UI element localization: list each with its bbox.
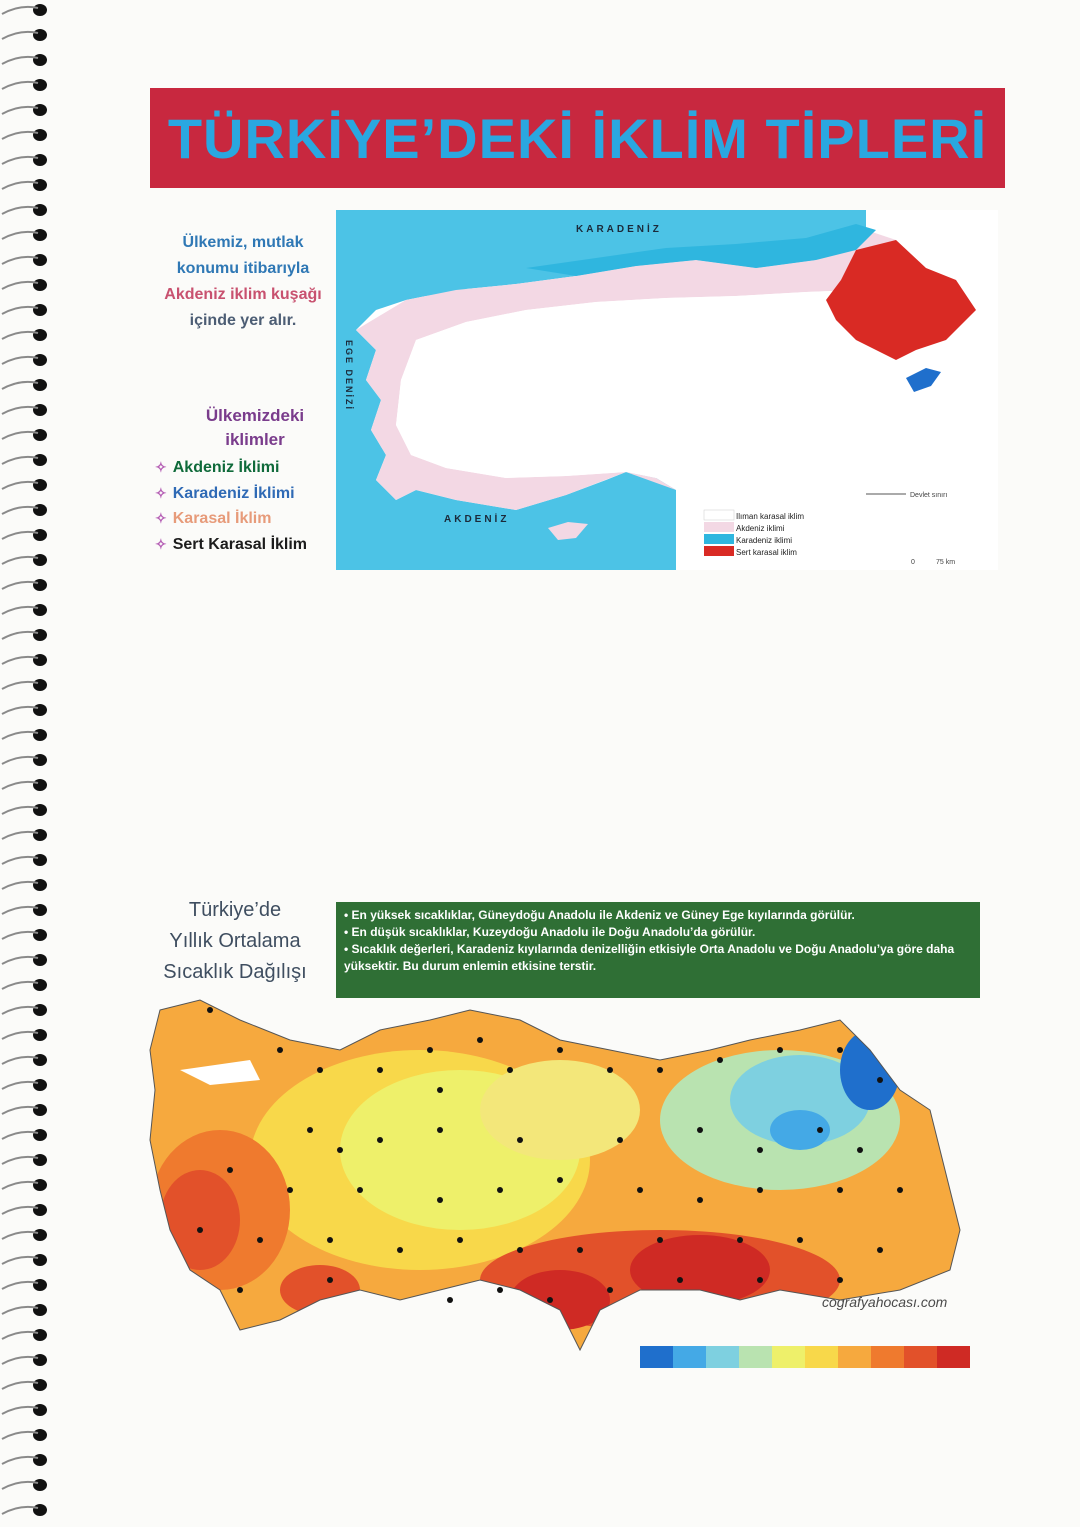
binding-wire [2,432,38,439]
binding-wire [2,1407,38,1414]
legend-label-3: Karadeniz iklimi [736,536,793,545]
city-dot [337,1147,343,1153]
binding-wire [2,1207,38,1214]
binding-wire [2,407,38,414]
city-dot [257,1237,263,1243]
binding-hole [33,1079,47,1091]
binding-wire [2,107,38,114]
binding-wire [2,807,38,814]
city-dot [797,1237,803,1243]
city-dot [547,1297,553,1303]
binding-wire [2,1057,38,1064]
temperature-title-line-1: Türkiye’de [188,899,282,921]
legend-swatch-2 [704,522,734,532]
binding-wire [2,707,38,714]
binding-hole [33,1154,47,1166]
binding-hole [33,404,47,416]
city-dot [437,1087,443,1093]
binding-hole [33,979,47,991]
city-dot [737,1237,743,1243]
binding-wire [2,1032,38,1039]
binding-wire [2,182,38,189]
climate-item-label: Akdeniz İklimi [172,459,280,476]
binding-hole [33,1429,47,1441]
city-dot [877,1247,883,1253]
climate-item [155,455,307,481]
climate-item [155,506,307,532]
binding-hole [33,604,47,616]
binding-wire [2,57,38,64]
binding-hole [33,329,47,341]
binding-hole [33,954,47,966]
diamond-bullet-icon: ✧ [155,484,167,501]
legend-swatch [673,1346,706,1368]
binding-hole [33,1204,47,1216]
legend-swatches [640,1346,970,1368]
binding-hole [33,854,47,866]
city-dot [277,1047,283,1053]
binding-hole [33,1454,47,1466]
binding-hole [33,429,47,441]
city-dot [207,1007,213,1013]
binding-wire [2,682,38,689]
legend-swatch-4 [704,546,734,556]
legend-swatch [739,1346,772,1368]
binding-hole [33,579,47,591]
hot-spot [160,1170,240,1270]
climate-item-label: Karasal İklim [172,510,272,527]
binding-hole [33,254,47,266]
binding-wire [2,532,38,539]
city-dot [497,1187,503,1193]
binding-hole [33,279,47,291]
climate-item [155,532,307,558]
city-dot [197,1227,203,1233]
mediterranean-sea-label: AKDENİZ [444,514,510,525]
binding-hole [33,54,47,66]
binding-wire [2,1332,38,1339]
city-dot [777,1047,783,1053]
climates-heading [160,404,350,452]
binding-hole [33,129,47,141]
binding-wire [2,307,38,314]
binding-hole [33,729,47,741]
climate-list [155,455,307,557]
city-dot [757,1147,763,1153]
intro-line-2: konumu itibarıyla [176,260,310,277]
legend-label-4: Sert karasal iklim [736,548,797,557]
binding-hole [33,304,47,316]
city-dot [657,1237,663,1243]
legend-label-2: Akdeniz iklimi [736,524,785,533]
climate-item-label: Karadeniz İklimi [172,484,295,502]
binding-wire [2,382,38,389]
binding-wire [2,882,38,889]
binding-wire [2,1182,38,1189]
spiral-binding [0,0,60,1527]
binding-wire [2,1007,38,1014]
city-dot [857,1147,863,1153]
hot-spot [280,1265,360,1315]
intro-text [148,230,338,334]
binding-wire [2,1507,38,1514]
city-dot [507,1067,513,1073]
binding-wire [2,232,38,239]
city-dot [427,1047,433,1053]
binding-hole [33,1179,47,1191]
page-title: TÜRKİYE’DEKİ İKLİM TİPLERİ [167,106,988,170]
city-dot [557,1047,563,1053]
legend-swatch [871,1346,904,1368]
binding-wire [2,657,38,664]
binding-wire [2,1132,38,1139]
legend-swatch [937,1346,970,1368]
binding-wire [2,1457,38,1464]
scale-zero-label: 0 [911,559,915,566]
city-dot [517,1137,523,1143]
binding-wire [2,332,38,339]
city-dot [227,1167,233,1173]
binding-hole [33,754,47,766]
binding-hole [33,79,47,91]
binding-hole [33,179,47,191]
legend-swatch [805,1346,838,1368]
climate-map [336,210,998,570]
binding-hole [33,829,47,841]
binding-hole [33,204,47,216]
binding-wire [2,132,38,139]
city-dot [377,1067,383,1073]
city-dot [317,1067,323,1073]
binding-hole [33,1479,47,1491]
binding-wire [2,7,38,14]
binding-hole [33,454,47,466]
binding-wire [2,757,38,764]
city-dot [327,1237,333,1243]
binding-hole [33,1004,47,1016]
binding-hole [33,1029,47,1041]
temperature-note: • Sıcaklık değerleri, Karadeniz kıyılarında denizelliğin etkisiyle Orta Anadolu ve Doğu Anadolu’ya göre daha yüksektir. Bu durum enlemin etkisine terstir. [344,942,955,973]
temperature-notes-box [336,902,980,998]
binding-wire [2,457,38,464]
mild-zone-layer [480,1060,640,1160]
legend-swatch [838,1346,871,1368]
climate-item [155,481,307,507]
binding-hole [33,904,47,916]
border-label: Devlet sınırı [910,492,948,499]
binding-wire [2,32,38,39]
temperature-title [140,895,330,988]
binding-hole [33,104,47,116]
binding-hole [33,1104,47,1116]
city-dot [817,1127,823,1133]
scale-end-label: 75 km [936,559,956,566]
city-dot [837,1187,843,1193]
binding-hole [33,804,47,816]
city-dot [327,1277,333,1283]
binding-hole [33,779,47,791]
binding-hole [33,629,47,641]
binding-wire [2,1157,38,1164]
aegean-sea-label: EGE DENİZİ [344,340,354,412]
city-dot [757,1187,763,1193]
climates-heading-line-2: iklimler [225,430,285,449]
binding-hole [33,654,47,666]
city-dot [897,1187,903,1193]
binding-wire [2,932,38,939]
binding-wire [2,507,38,514]
city-dot [457,1237,463,1243]
binding-wire [2,357,38,364]
binding-hole [33,1504,47,1516]
legend-label-1: Ilıman karasal iklim [736,512,805,521]
city-dot [617,1137,623,1143]
binding-hole [33,1354,47,1366]
temperature-legend [640,1346,970,1386]
city-dot [557,1177,563,1183]
diamond-bullet-icon: ✧ [155,535,167,552]
coldest-zone-layer [840,1030,900,1110]
intro-line-1: Ülkemiz, mutlak [182,234,304,251]
city-dot [437,1127,443,1133]
city-dot [357,1187,363,1193]
intro-line-3: Akdeniz iklim kuşağı [164,286,322,303]
city-dot [657,1067,663,1073]
binding-hole [33,879,47,891]
binding-hole [33,1404,47,1416]
binding-hole [33,154,47,166]
binding-wire [2,732,38,739]
binding-hole [33,479,47,491]
binding-wire [2,1232,38,1239]
city-dot [237,1287,243,1293]
legend-swatch [904,1346,937,1368]
binding-wire [2,582,38,589]
diamond-bullet-icon: ✧ [155,510,167,526]
city-dot [477,1037,483,1043]
intro-line-4: içinde yer alır. [189,312,297,329]
binding-wire [2,257,38,264]
legend-swatch [706,1346,739,1368]
binding-hole [33,1379,47,1391]
binding-wire [2,282,38,289]
binding-hole [33,1054,47,1066]
binding-hole [33,679,47,691]
city-dot [837,1047,843,1053]
black-sea-label: KARADENİZ [576,224,662,235]
binding-wire [2,207,38,214]
binding-wire [2,607,38,614]
title-banner [150,88,1005,188]
binding-wire [2,1307,38,1314]
legend-swatch-1 [704,510,734,520]
city-dot [437,1197,443,1203]
binding-hole [33,929,47,941]
city-dot [497,1287,503,1293]
binding-hole [33,704,47,716]
city-dot [697,1127,703,1133]
legend-swatch [640,1346,673,1368]
city-dot [397,1247,403,1253]
climates-heading-line-1: Ülkemizdeki [205,406,305,425]
city-dot [517,1247,523,1253]
binding-wire [2,1282,38,1289]
temperature-map [140,990,980,1390]
hottest-spot [630,1235,770,1305]
temperature-note: • En düşük sıcaklıklar, Kuzeydoğu Anadolu ile Doğu Anadolu’da görülür. [344,925,756,939]
city-dot [447,1297,453,1303]
binding-wire [2,1382,38,1389]
binding-wire [2,1082,38,1089]
binding-wire [2,1107,38,1114]
city-dot [377,1137,383,1143]
binding-hole [33,229,47,241]
binding-wire [2,482,38,489]
binding-wire [2,982,38,989]
binding-hole [33,4,47,16]
city-dot [577,1247,583,1253]
binding-hole [33,554,47,566]
binding-hole [33,1129,47,1141]
city-dot [307,1127,313,1133]
binding-wire [2,782,38,789]
binding-hole [33,1329,47,1341]
binding-wire [2,557,38,564]
city-dot [757,1277,763,1283]
diamond-bullet-icon: ✧ [155,459,167,475]
binding-hole [33,379,47,391]
binding-hole [33,29,47,41]
city-dot [607,1067,613,1073]
city-dot [287,1187,293,1193]
city-dot [697,1197,703,1203]
city-dot [717,1057,723,1063]
legend-swatch [772,1346,805,1368]
city-dot [607,1287,613,1293]
city-dot [677,1277,683,1283]
temperature-title-line-3: Sıcaklık Dağılışı [163,961,307,983]
binding-wire [2,632,38,639]
city-dot [837,1277,843,1283]
binding-wire [2,907,38,914]
legend-swatch-3 [704,534,734,544]
binding-wire [2,1257,38,1264]
city-dot [637,1187,643,1193]
binding-hole [33,1279,47,1291]
temperature-note: • En yüksek sıcaklıklar, Güneydoğu Anadolu ile Akdeniz ve Güney Ege kıyılarında görülür. [344,908,855,922]
binding-wire [2,1432,38,1439]
binding-wire [2,1482,38,1489]
binding-wire [2,1357,38,1364]
city-dot [877,1077,883,1083]
temperature-title-line-2: Yıllık Ortalama [169,930,301,952]
binding-hole [33,1254,47,1266]
binding-wire [2,82,38,89]
binding-wire [2,832,38,839]
binding-wire [2,857,38,864]
binding-hole [33,1304,47,1316]
binding-hole [33,354,47,366]
binding-wire [2,157,38,164]
binding-hole [33,1229,47,1241]
binding-hole [33,504,47,516]
binding-wire [2,957,38,964]
watermark: cografyahocası.com [822,1294,948,1310]
climate-item-label: Sert Karasal İklim [172,535,308,553]
binding-hole [33,529,47,541]
